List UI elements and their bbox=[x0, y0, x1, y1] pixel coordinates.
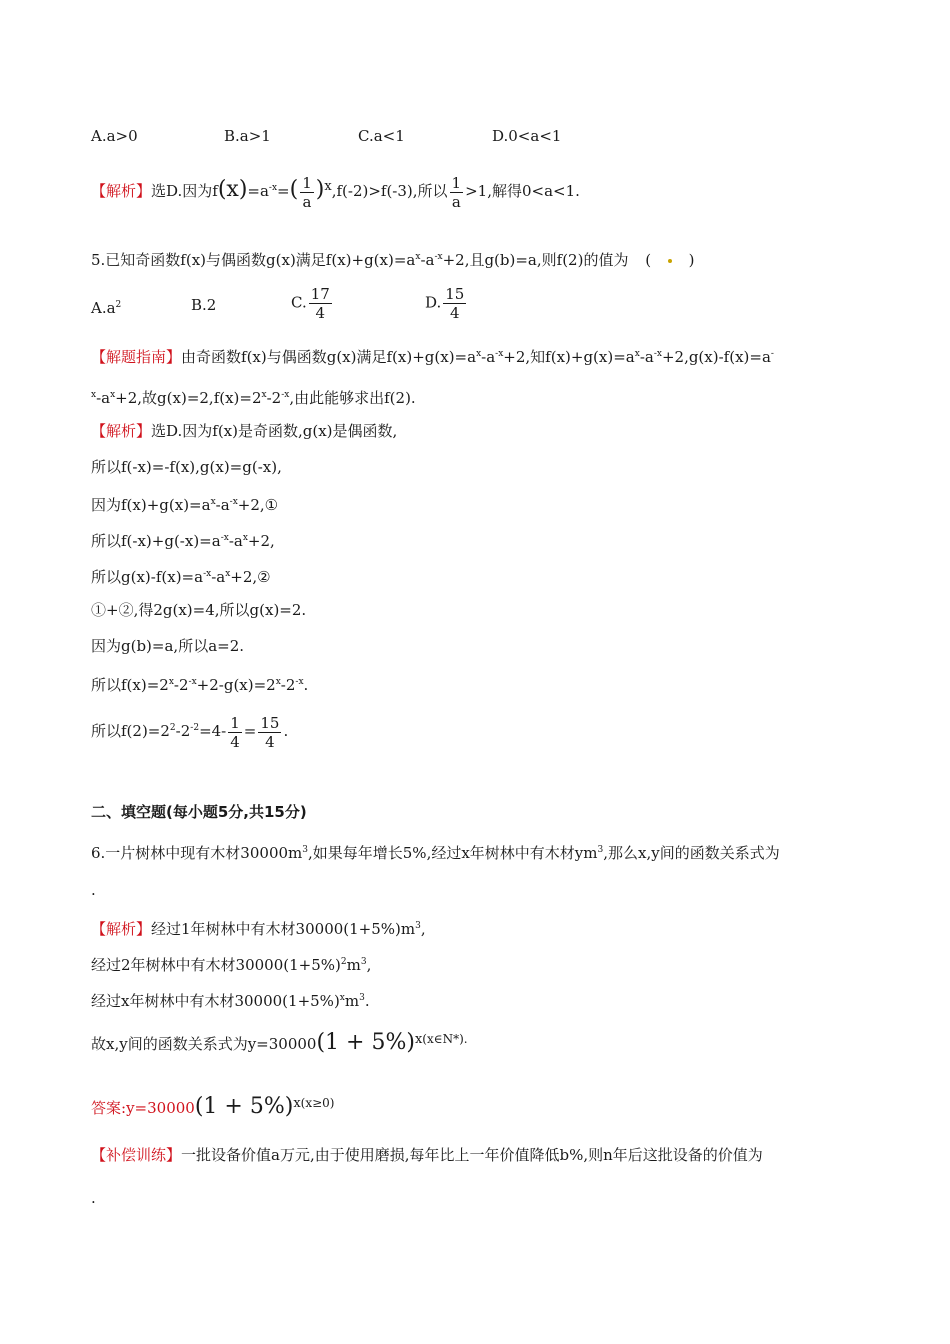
analysis-tag: 【解析】 bbox=[91, 422, 152, 440]
guide-tag: 【解题指南】 bbox=[91, 348, 182, 366]
q4-analysis: 【解析】选D.因为$f(x)=a^{-x}=$( $\frac{1}{a}$ )x,f(-2)>f(-3),所以 $\frac{1}{a}$ >1,解得0<a<1. bbox=[91, 173, 580, 211]
q5-analysis-line8: 所以$f(x)=2^x-2^{-x}+2-g(x)=2^x-2^{-x}$. bbox=[91, 676, 309, 694]
q5-guide-line2: $^x-a^x+2$,故$g(x)=2,f(x)=2^x-2^{-x}$,由此能够求出f(2). bbox=[91, 389, 416, 407]
fraction: $\frac{15}{4}$ bbox=[260, 713, 280, 751]
q5-option-c: C. $\frac{17}{4}$ bbox=[291, 285, 330, 322]
answer-label: 答案: bbox=[91, 1099, 127, 1117]
q5-stem: 5.已知奇函数f(x)与偶函数g(x)满足$f(x)+g(x)=a^x-a^{-x}+2$,且g(b)=a,则f(2)的值为 ( ) bbox=[91, 251, 695, 269]
supplement-tag: 【补偿训练】 bbox=[91, 1146, 182, 1164]
q6-analysis-line1: 【解析】经过1年树林中有木材$30000(1+5\%)m^3$, bbox=[91, 920, 426, 938]
q5-analysis-line3: 因为$f(x)+g(x)=a^x-a^{-x}+2,①$ bbox=[91, 496, 279, 514]
q5-analysis-line6: ①+②,得2g(x)=4,所以g(x)=2. bbox=[91, 601, 307, 619]
q6-stem: 6.一片树林中现有木材$30000m^3$,如果每年增长5%,经过x年树林中有木材$ym^3$,那么x,y间的函数关系式为 bbox=[91, 844, 780, 862]
q5-guide-line1: 【解题指南】由奇函数f(x)与偶函数g(x)满足$f(x)+g(x)=a^x-a^{-x}+2$,知$f(x)+g(x)=a^x-a^{-x}+2,g(x)-f(x)=a^-$ bbox=[91, 348, 774, 366]
q5-option-a: $A.a^2$ bbox=[91, 299, 122, 317]
supplement-text: 【补偿训练】一批设备价值a万元,由于使用磨损,每年比上一年价值降低b%,则n年后这批设备的价值为 bbox=[91, 1146, 763, 1164]
answer-blank-dot: . bbox=[91, 1189, 96, 1207]
q6-analysis-line2: 经过2年树林中有木材$30000(1+5\%)^2m^3$, bbox=[91, 956, 372, 974]
q5-analysis-line9: 所以$f(2)=2^2-2^{-2}=4-$ $\frac{1}{4}$ = $\frac{15}{4}$ . bbox=[91, 713, 289, 751]
q6-answer: 答案:y=30000(1 + $5\%)x^{(x\ge 0)}$ bbox=[91, 1094, 335, 1119]
q4-option-a: A.a>0 bbox=[91, 127, 138, 145]
q5-option-d: D. $\frac{15}{4}$ bbox=[425, 285, 465, 322]
section-title: 二、填空题(每小题5分,共15分) bbox=[91, 803, 307, 821]
answer-blank-dot: . bbox=[91, 881, 96, 899]
q5-option-b: B.2 bbox=[191, 296, 217, 314]
q5-analysis-line4: 所以$f(-x)+g(-x)=a^{-x}-a^x+2$, bbox=[91, 532, 275, 550]
q6-analysis-line3: 经过x年树林中有木材$30000(1+5\%)^xm^3$. bbox=[91, 992, 370, 1010]
fraction: $\frac{1}{a}$ bbox=[302, 173, 312, 211]
q6-analysis-line4: 故x,y间的函数关系式为$y=30000(1 + 5\%)x^{(x\in N*).}$ bbox=[91, 1030, 468, 1055]
fraction: $\frac{1}{a}$ bbox=[451, 173, 462, 211]
q5-analysis-line7: 因为g(b)=a,所以a=2. bbox=[91, 637, 245, 655]
q5-analysis-line5: 所以$g(x)-f(x)=a^{-x}-a^x+2,②$ bbox=[91, 568, 271, 586]
fraction: $\frac{1}{4}$ bbox=[230, 713, 240, 751]
analysis-tag: 【解析】 bbox=[91, 182, 152, 200]
q4-option-b: B.a>1 bbox=[224, 127, 271, 145]
q4-option-d: D.0<a<1 bbox=[492, 127, 562, 145]
analysis-tag: 【解析】 bbox=[91, 920, 152, 938]
answer-blank-dot bbox=[668, 251, 672, 269]
q4-option-c: C.a<1 bbox=[358, 127, 405, 145]
q5-analysis-line2: 所以f(-x)=-f(x),g(x)=g(-x), bbox=[91, 458, 282, 476]
q5-analysis-line1: 【解析】选D.因为f(x)是奇函数,g(x)是偶函数, bbox=[91, 422, 398, 440]
